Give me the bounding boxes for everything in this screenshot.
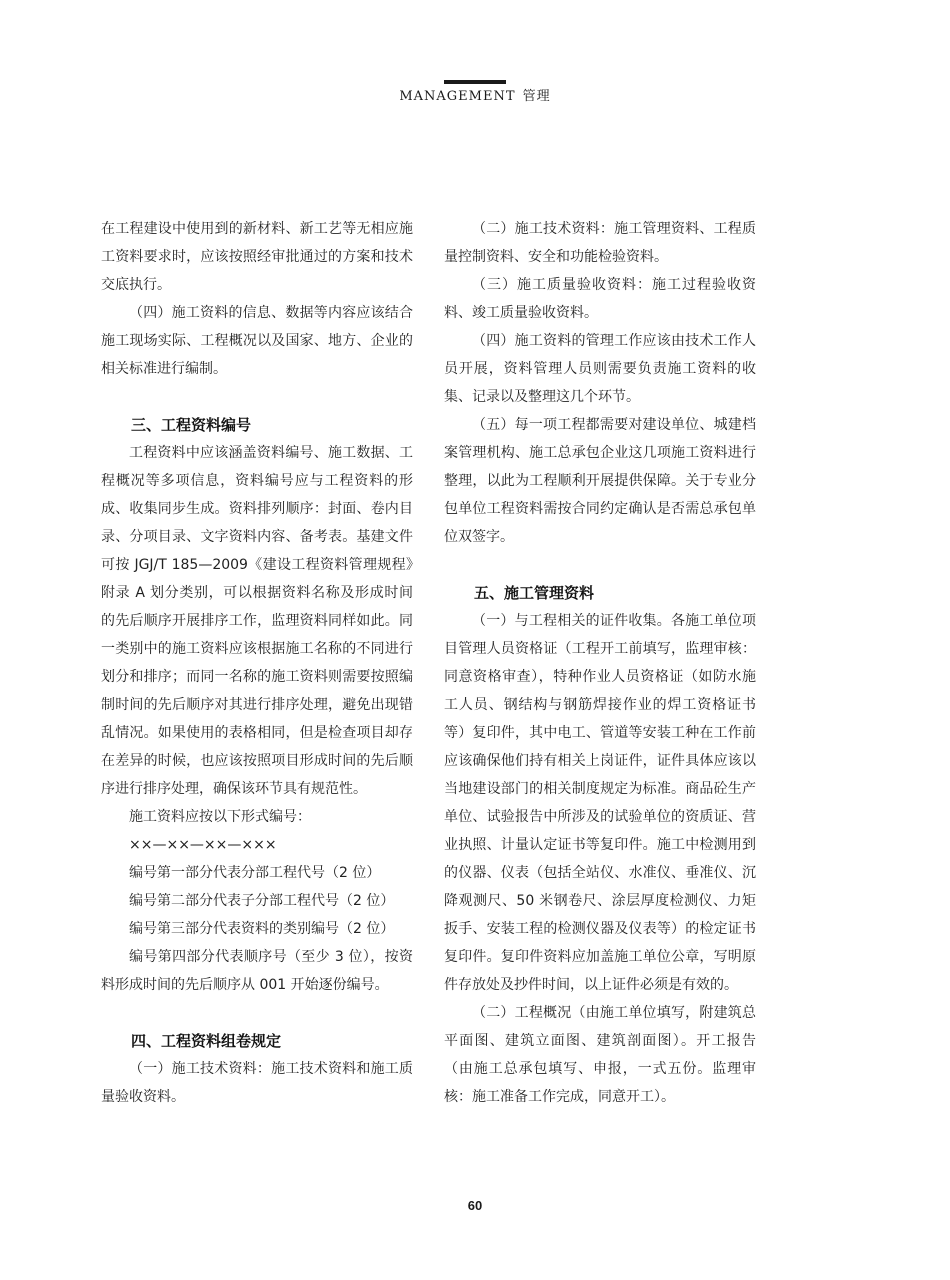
header-title-en: MANAGEMENT xyxy=(399,89,516,104)
paragraph: 施工资料应按以下形式编号： xyxy=(129,809,311,825)
paragraph: 编号第四部分代表顺序号（至少 3 位），按资料形成时间的先后顺序从 001 开始逐份编号。 xyxy=(101,949,413,993)
running-header xyxy=(0,80,950,106)
paragraph: （一）施工技术资料：施工技术资料和施工质量验收资料。 xyxy=(101,1061,413,1105)
paragraph: （二）施工技术资料：施工管理资料、工程质量控制资料、安全和功能检验资料。 xyxy=(444,221,756,265)
paragraph: （二）工程概况（由施工单位填写，附建筑总平面图、建筑立面图、建筑剖面图）。开工报告（由施工总承包填写、申报，一式五份。监理审核：施工准备工作完成，同意开工）。 xyxy=(444,1005,756,1105)
paragraph: 工程资料中应该涵盖资料编号、施工数据、工程概况等多项信息，资料编号应与工程资料的形成、收集同步生成。资料排列顺序：封面、卷内目录、分项目录、文字资料内容、备考表。基建文件可按 JGJ/T 185—2009《建设工程资料管理规程》附录 A 划分类别，可以根据资料名称及形成时间的先后顺序开展排序工作，监理资料同样如此。同一类别中的施工资料应该根据施工名称的不同进行划分和排序；而同一名称的施工资料则需要按照编制时间的先后顺序对其进行排序处理，避免出现错乱情况。如果使用的表格相同，但是检查项目却存在差异的时候，也应该按照项目形成时间的先后顺序进行排序处理，确保该环节具有规范性。 xyxy=(101,445,413,797)
header-top-bar xyxy=(444,80,506,84)
section-heading: 五、施工管理资料 xyxy=(474,584,595,602)
header-title-cn: 管理 xyxy=(522,89,551,104)
page-number: 60 xyxy=(467,1198,483,1213)
header-title xyxy=(0,88,950,106)
paragraph: 在工程建设中使用到的新材料、新工艺等无相应施工资料要求时，应该按照经审批通过的方案和技术交底执行。 xyxy=(101,221,413,293)
paragraph: （四）施工资料的信息、数据等内容应该结合施工现场实际、工程概况以及国家、地方、企业的相关标准进行编制。 xyxy=(101,305,413,377)
left-column xyxy=(101,215,413,1111)
numbering-format: ××—××—××—××× xyxy=(129,837,277,853)
section-heading: 三、工程资料编号 xyxy=(131,416,252,434)
paragraph: （四）施工资料的管理工作应该由技术工作人员开展，资料管理人员则需要负责施工资料的收集、记录以及整理这几个环节。 xyxy=(444,333,756,405)
section-heading: 四、工程资料组卷规定 xyxy=(131,1032,282,1050)
paragraph: （五）每一项工程都需要对建设单位、城建档案管理机构、施工总承包企业这几项施工资料进行整理，以此为工程顺利开展提供保障。关于专业分包单位工程资料需按合同约定确认是否需总承包单位双签字。 xyxy=(444,417,756,545)
paragraph: 编号第一部分代表分部工程代号（2 位） xyxy=(129,865,381,881)
paragraph: （三）施工质量验收资料：施工过程验收资料、竣工质量验收资料。 xyxy=(444,277,756,321)
right-column xyxy=(444,215,756,1111)
paragraph: 编号第三部分代表资料的类别编号（2 位） xyxy=(129,921,395,937)
paragraph: 编号第二部分代表子分部工程代号（2 位） xyxy=(129,893,395,909)
paragraph: （一）与工程相关的证件收集。各施工单位项目管理人员资格证（工程开工前填写，监理审核：同意资格审查），特种作业人员资格证（如防水施工人员、钢结构与钢筋焊接作业的焊工资格证书等）复印件，其中电工、管道等安装工种在工作前应该确保他们持有相关上岗证件，证件具体应该以当地建设部门的相关制度规定为标准。商品砼生产单位、试验报告中所涉及的试验单位的资质证、营业执照、计量认定证书等复印件。施工中检测用到的仪器、仪表（包括全站仪、水准仪、垂准仪、沉降观测尺、50 米钢卷尺、涂层厚度检测仪、力矩扳手、安装工程的检测仪器及仪表等）的检定证书复印件。复印件资料应加盖施工单位公章，写明原件存放处及抄件时间，以上证件必须是有效的。 xyxy=(444,613,756,993)
